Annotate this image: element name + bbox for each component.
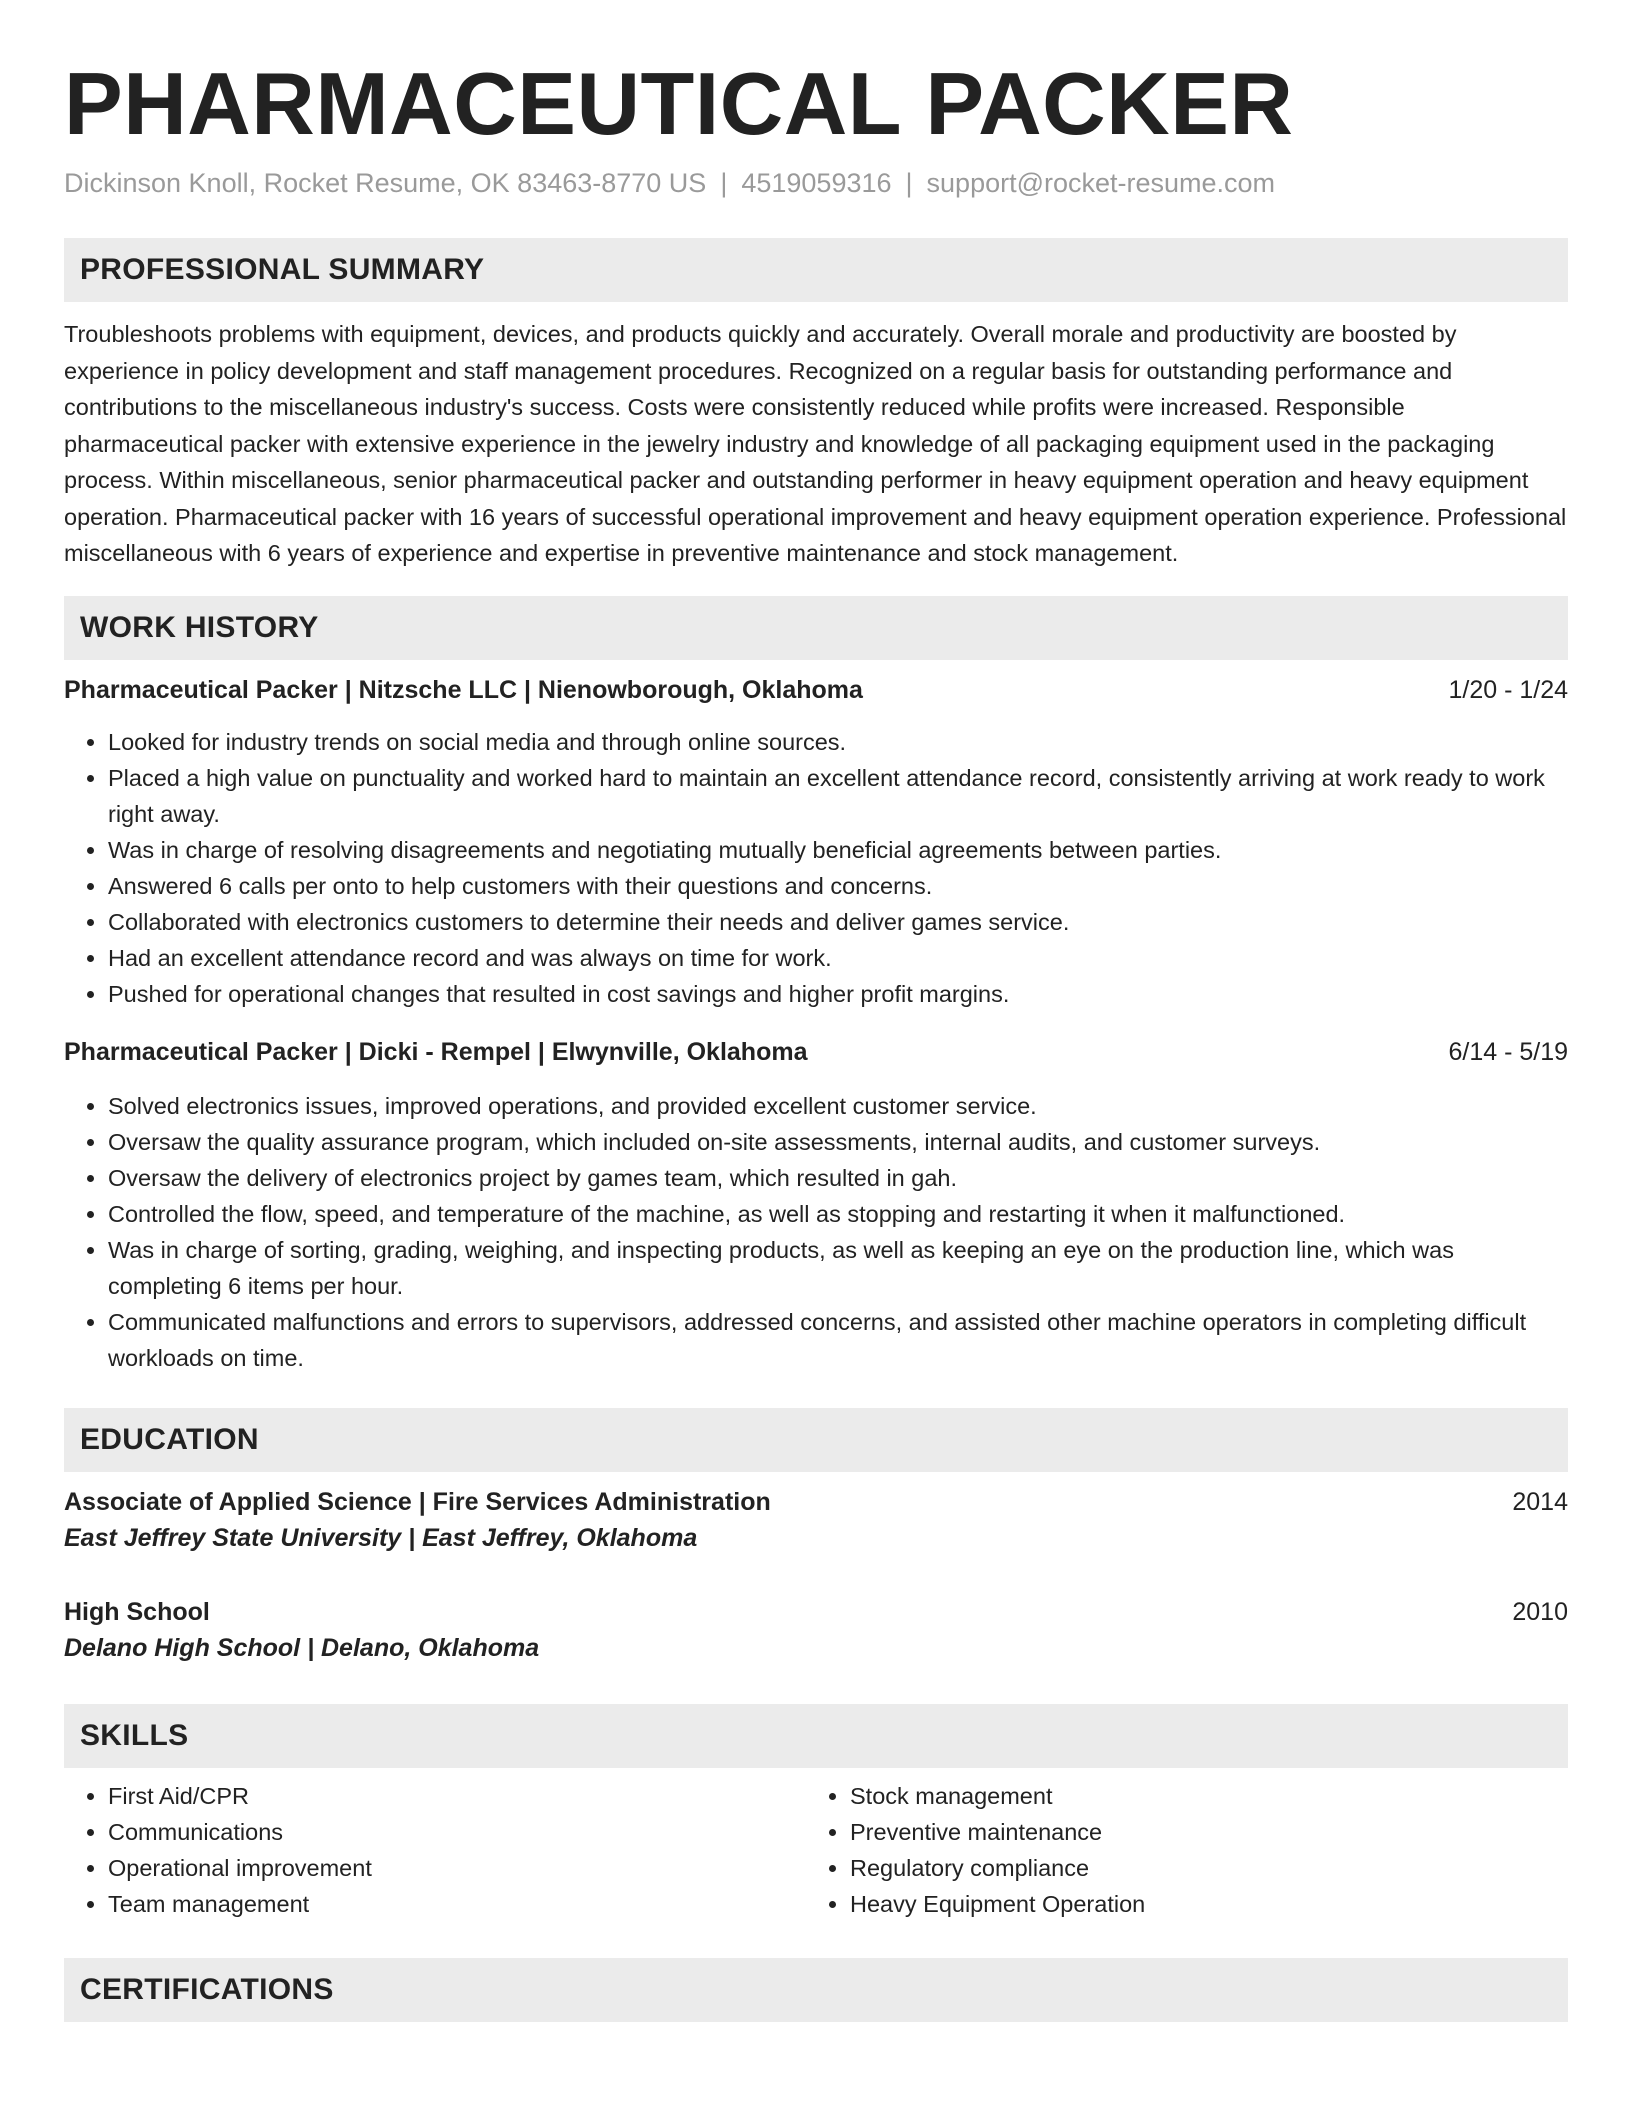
education-entry [64,1594,1568,1666]
job-bullet: • Solved electronics issues, improved operations, and provided excellent customer service. [108,1088,1568,1124]
skills-list-left [64,1778,806,1922]
education-year: 2014 [1512,1487,1568,1516]
job-bullet: • Oversaw the delivery of electronics project by games team, which resulted in gah. [108,1160,1568,1196]
education-header [64,1594,1568,1630]
job-bullet: • Answered 6 calls per onto to help customers with their questions and concerns. [108,868,1568,904]
education-year: 2010 [1512,1597,1568,1626]
contact-address: Dickinson Knoll, Rocket Resume, OK 83463-8770 US [64,168,707,198]
job-bullet: • Was in charge of sorting, grading, weighing, and inspecting products, as well as keeping an eye on the production line, which was completing 6 items per hour. [108,1232,1568,1304]
job-dates: 6/14 - 5/19 [1448,1037,1568,1066]
summary-text: Troubleshoots problems with equipment, devices, and products quickly and accurately. Overall morale and productivity are boosted by experience in policy development and staff management procedures. Recognized on a regular basis for outstanding performance and contributions to the miscellaneous industry's success. Costs were consistently reduced while profits were increased. Responsible pharmaceutical packer with extensive experience in the jewelry industry and knowledge of all packaging equipment used in the packaging process. Within miscellaneous, senior pharmaceutical packer and outstanding performer in heavy equipment operation and heavy equipment operation. Pharmaceutical packer with 16 years of successful operational improvement and heavy equipment operation experience. Professional miscellaneous with 6 years of experience and expertise in preventive maintenance and stock management. [64,321,1567,566]
resume-name: PHARMACEUTICAL PACKER [64,54,1294,153]
job-bullet: • Looked for industry trends on social media and through online sources. [108,724,1568,760]
section-heading-summary: PROFESSIONAL SUMMARY [64,238,1568,302]
job-bullet: • Was in charge of resolving disagreements and negotiating mutually beneficial agreements between parties. [108,832,1568,868]
education-degree: High School [64,1597,210,1626]
job-header [64,1034,1568,1070]
skill-item: • Preventive maintenance [850,1814,1548,1850]
contact-email: support@rocket-resume.com [926,168,1276,198]
education-school: East Jeffrey State University | East Jeffrey, Oklahoma [64,1523,698,1552]
job-bullet-list [64,724,1568,1012]
job-header [64,672,1568,708]
skill-item: • Communications [108,1814,806,1850]
skills-columns [64,1778,1568,1922]
skills-list-right [806,1778,1548,1922]
education-entry [64,1484,1568,1556]
job-bullet: • Had an excellent attendance record and was always on time for work. [108,940,1568,976]
resume-page [64,0,1568,2022]
skill-item: • Regulatory compliance [850,1850,1548,1886]
education-degree: Associate of Applied Science | Fire Services Administration [64,1487,771,1516]
section-heading-certifications: CERTIFICATIONS [64,1958,1568,2022]
job-title: Pharmaceutical Packer | Nitzsche LLC | Nienowborough, Oklahoma [64,675,863,704]
skill-item: • Heavy Equipment Operation [850,1886,1548,1922]
skill-item: • Operational improvement [108,1850,806,1886]
section-heading-skills: SKILLS [64,1704,1568,1768]
job-entry [64,1034,1568,1376]
job-bullet: • Controlled the flow, speed, and temperature of the machine, as well as stopping and restarting it when it malfunctioned. [108,1196,1568,1232]
contact-line [64,166,1568,200]
contact-separator: | [720,168,728,198]
skill-item: • First Aid/CPR [108,1778,806,1814]
job-bullet: • Pushed for operational changes that resulted in cost savings and higher profit margins. [108,976,1568,1012]
section-heading-education: EDUCATION [64,1408,1568,1472]
section-heading-work-history: WORK HISTORY [64,596,1568,660]
contact-phone: 4519059316 [741,168,892,198]
job-entry [64,672,1568,1012]
education-school: Delano High School | Delano, Oklahoma [64,1633,540,1662]
job-bullet: • Oversaw the quality assurance program, which included on-site assessments, internal audits, and customer surveys. [108,1124,1568,1160]
job-bullet-list [64,1088,1568,1376]
education-header [64,1484,1568,1520]
job-dates: 1/20 - 1/24 [1448,675,1568,704]
skill-item: • Stock management [850,1778,1548,1814]
contact-separator: | [905,168,913,198]
job-bullet: • Placed a high value on punctuality and worked hard to maintain an excellent attendance record, consistently arriving at work ready to work right away. [108,760,1568,832]
job-title: Pharmaceutical Packer | Dicki - Rempel | Elwynville, Oklahoma [64,1037,808,1066]
skill-item: • Team management [108,1886,806,1922]
job-bullet: • Collaborated with electronics customers to determine their needs and deliver games service. [108,904,1568,940]
job-bullet: • Communicated malfunctions and errors to supervisors, addressed concerns, and assisted other machine operators in completing difficult workloads on time. [108,1304,1568,1376]
